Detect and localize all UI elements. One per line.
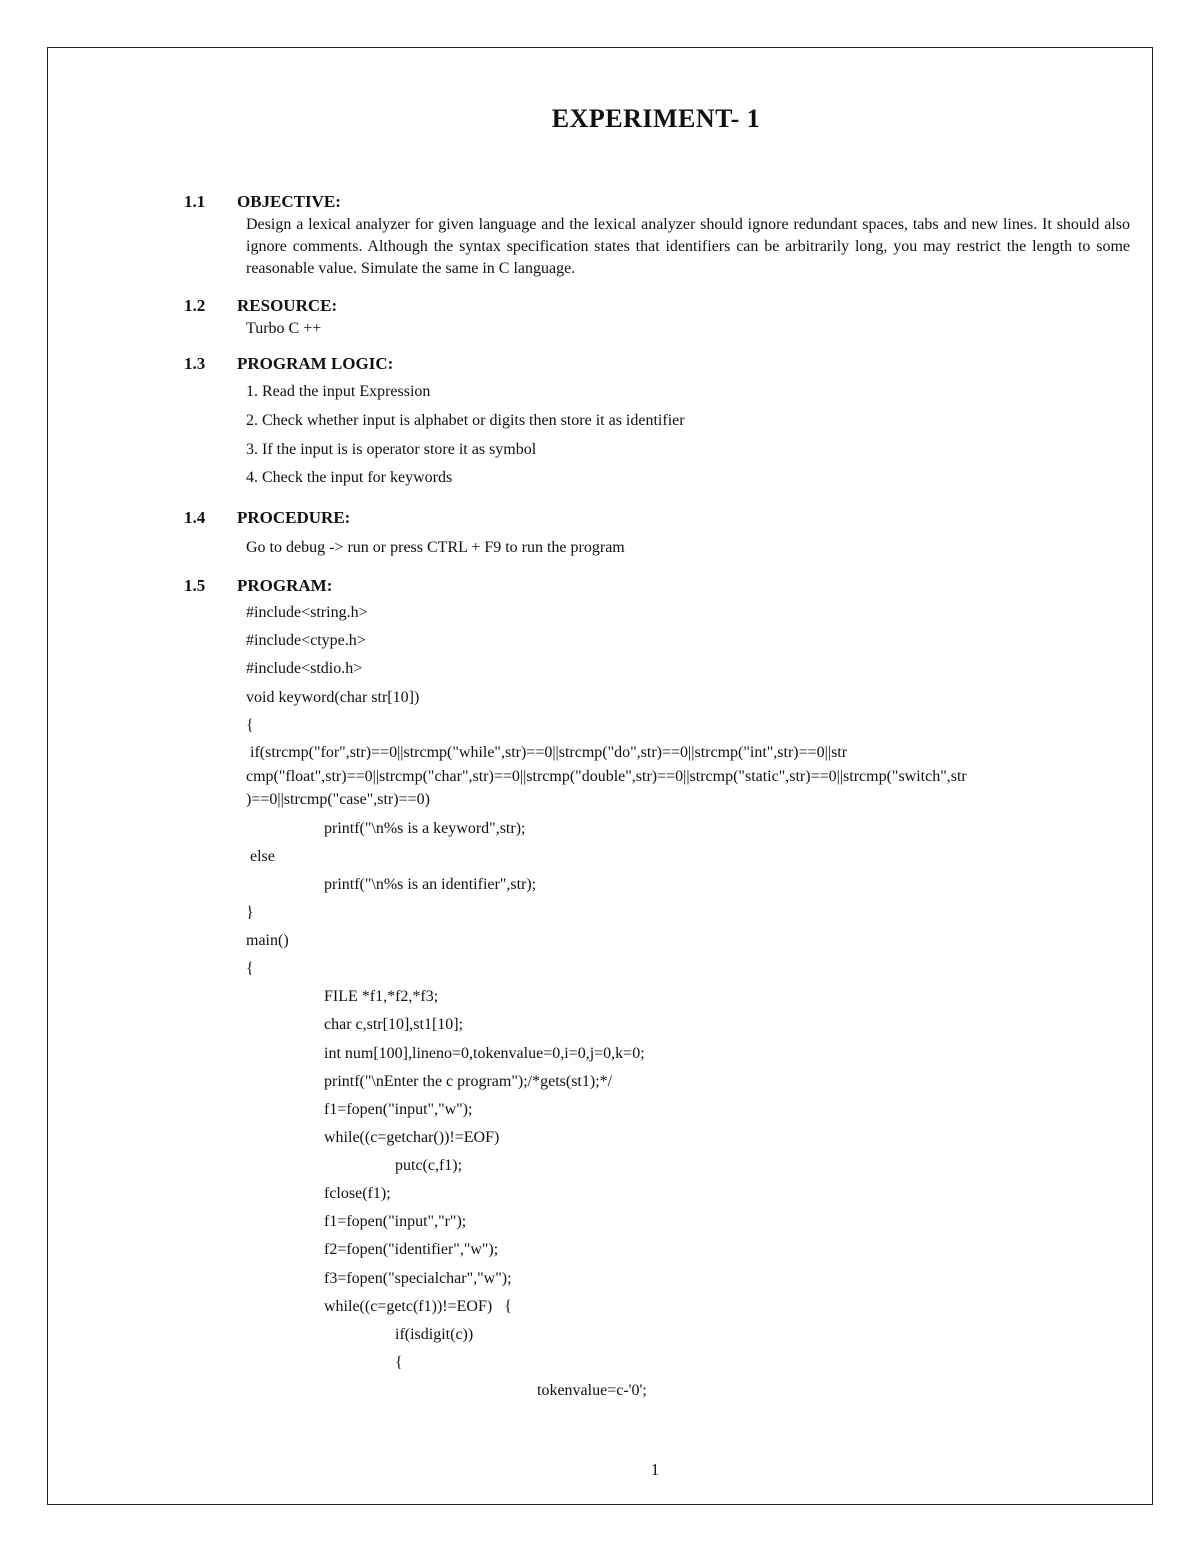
code-line: if(strcmp("for",str)==0||strcmp("while",str)==0||strcmp("do",str)==0||strcmp("int",str)==0||str [246,744,848,761]
objective-text: Design a lexical analyzer for given language and the lexical analyzer should ignore redundant spaces, tabs and new lines. It should also ignore comments. Although the syntax specification states that identifiers can be arbitrarily long, you may restrict the length to some reasonable value. Simulate the same in C language. [246,216,1130,277]
code-line: FILE *f1,*f2,*f3; [324,988,439,1005]
code-line: main() [246,932,289,949]
code-line: int num[100],lineno=0,tokenvalue=0,i=0,j=0,k=0; [324,1045,645,1062]
code-line: #include<stdio.h> [246,660,363,677]
code-line: printf("\n%s is an identifier",str); [324,876,537,893]
code-line: while((c=getc(f1))!=EOF) { [324,1298,512,1315]
logic-step: 2. Check whether input is alphabet or digits then store it as identifier [246,412,685,429]
section-number-program: 1.5 [184,576,206,595]
section-number-logic: 1.3 [184,354,206,373]
code-line: void keyword(char str[10]) [246,689,420,706]
code-line: f3=fopen("specialchar","w"); [324,1270,512,1287]
logic-step: 4. Check the input for keywords [246,469,453,486]
section-number-procedure: 1.4 [184,508,206,527]
code-line: cmp("float",str)==0||strcmp("char",str)==0||strcmp("double",str)==0||strcmp("static",str)==0||strcmp("switch",str [246,768,967,785]
code-line: { [395,1354,403,1371]
code-line: { [246,717,254,734]
code-line: tokenvalue=c-'0'; [537,1382,647,1399]
code-line: f1=fopen("input","r"); [324,1213,467,1230]
resource-text: Turbo C ++ [246,320,322,337]
code-line: printf("\nEnter the c program");/*gets(st1);*/ [324,1073,613,1090]
code-line: while((c=getchar())!=EOF) [324,1129,500,1146]
code-line: #include<string.h> [246,604,368,621]
code-line: f2=fopen("identifier","w"); [324,1241,499,1258]
code-line: f1=fopen("input","w"); [324,1101,473,1118]
code-line: putc(c,f1); [395,1157,463,1174]
code-line: char c,str[10],st1[10]; [324,1016,464,1033]
section-heading-resource: RESOURCE: [237,296,338,315]
code-line: fclose(f1); [324,1185,391,1202]
document-title: EXPERIMENT- 1 [551,104,761,133]
procedure-text: Go to debug -> run or press CTRL + F9 to run the program [246,539,625,556]
code-line: #include<ctype.h> [246,632,366,649]
code-line: { [246,960,254,977]
section-heading-procedure: PROCEDURE: [237,508,351,527]
section-heading-objective: OBJECTIVE: [237,192,341,211]
section-number-objective: 1.1 [184,192,206,211]
section-heading-program: PROGRAM: [237,576,333,595]
code-line: else [246,848,275,865]
code-line: } [246,904,254,921]
code-line: if(isdigit(c)) [395,1326,474,1343]
section-number-resource: 1.2 [184,296,206,315]
code-line: )==0||strcmp("case",str)==0) [246,791,430,808]
section-heading-logic: PROGRAM LOGIC: [237,354,394,373]
logic-step: 3. If the input is is operator store it as symbol [246,441,537,458]
code-line: printf("\n%s is a keyword",str); [324,820,526,837]
page-number: 1 [650,1460,660,1479]
logic-step: 1. Read the input Expression [246,383,431,400]
